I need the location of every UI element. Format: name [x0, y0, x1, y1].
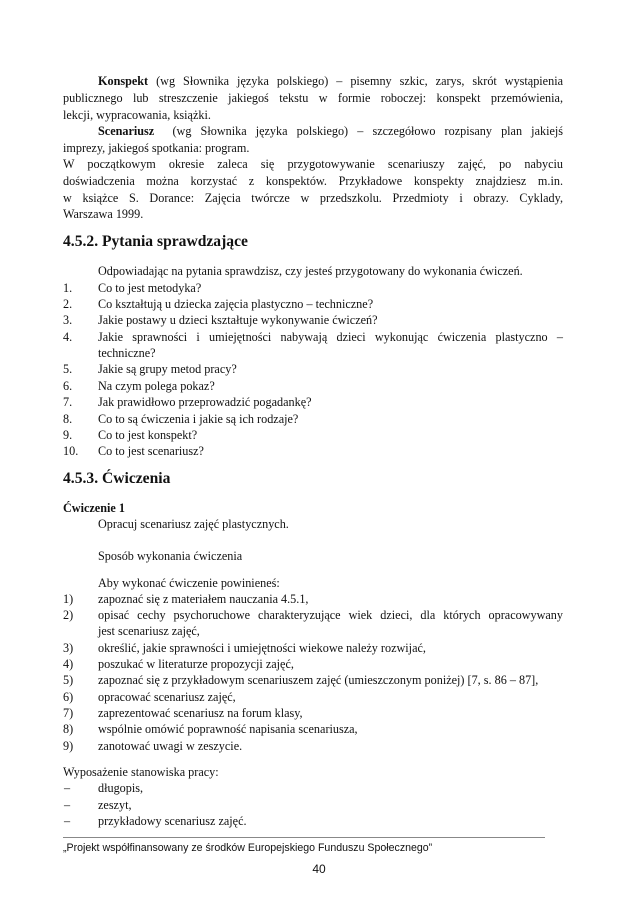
question-number: 10. — [63, 444, 79, 458]
exercise-title: Ćwiczenie 1 — [63, 501, 125, 515]
question-number: 7. — [63, 395, 73, 409]
step-number: 5) — [63, 673, 74, 687]
step-text: wspólnie omówić poprawność napisania scenariusza, — [98, 722, 358, 736]
equipment-text: długopis, — [98, 781, 144, 795]
step-text: opracować scenariusz zajęć, — [98, 690, 236, 704]
advice-line-1: W początkowym okresie zaleca się przygotowywanie scenariuszy zajęć, po nabyciu — [63, 157, 563, 171]
step-text: zaprezentować scenariusz na forum klasy, — [98, 706, 303, 720]
question-text-continuation: techniczne? — [98, 346, 156, 360]
question-text: Co to jest konspekt? — [98, 428, 198, 442]
bullet-dash: – — [64, 798, 71, 812]
method-heading: Sposób wykonania ćwiczenia — [98, 549, 243, 563]
step-text: opisać cechy psychoruchowe charakteryzujące wiek dzieci, dla których opracowywany — [98, 608, 563, 622]
step-number: 7) — [63, 706, 74, 720]
step-number: 6) — [63, 690, 74, 704]
step-number: 1) — [63, 592, 74, 606]
question-number: 8. — [63, 412, 73, 426]
question-number: 3. — [63, 313, 73, 327]
scenariusz-term: Scenariusz — [98, 124, 155, 138]
scenariusz-definition-line-1 — [63, 123, 563, 140]
question-text: Na czym polega pokaz? — [98, 379, 215, 393]
step-text: zapoznać się z przykładowym scenariuszem zajęć (umieszczonym poniżej) [7, s. 86 – 87], — [98, 673, 539, 687]
konspekt-term: Konspekt — [98, 74, 149, 88]
footer-project-note: „Projekt współfinansowany ze środków Europejskiego Funduszu Społecznego” — [63, 842, 433, 854]
section-heading-exercises: 4.5.3. Ćwiczenia — [63, 470, 171, 487]
questions-intro: Odpowiadając na pytania sprawdzisz, czy jesteś przygotowany do wykonania ćwiczeń. — [98, 264, 523, 278]
scenariusz-definition-line-2: imprezy, jakiegoś spotkania: program. — [63, 141, 250, 155]
bullet-dash: – — [64, 781, 71, 795]
step-number: 2) — [63, 608, 74, 622]
question-number: 6. — [63, 379, 73, 393]
step-number: 8) — [63, 722, 74, 736]
question-text: Jakie są grupy metod pracy? — [98, 362, 237, 376]
section-heading-questions: 4.5.2. Pytania sprawdzające — [63, 233, 248, 250]
step-number: 4) — [63, 657, 74, 671]
footer-divider — [63, 837, 545, 838]
step-number: 3) — [63, 641, 74, 655]
konspekt-definition-text: (wg Słownika języka polskiego) – pisemny szkic, zarys, skrót wystąpienia — [148, 74, 563, 88]
scenariusz-definition-text: (wg Słownika języka polskiego) – szczegółowo rozpisany plan jakiejś — [154, 124, 563, 138]
question-number: 5. — [63, 362, 73, 376]
question-number: 2. — [63, 297, 73, 311]
step-text-continuation: jest scenariusz zajęć, — [98, 624, 200, 638]
konspekt-definition-line-1 — [63, 73, 563, 90]
question-number: 1. — [63, 281, 73, 295]
question-number: 4. — [63, 330, 73, 344]
question-text: Co to są ćwiczenia i jakie są ich rodzaje? — [98, 412, 299, 426]
advice-line-3: w książce S. Dorance: Zajęcia twórcze w przedszkolu. Przedmioty i obrazy. Cyklady, — [63, 191, 563, 205]
step-number: 9) — [63, 739, 74, 753]
konspekt-definition-line-3: lekcji, wypracowania, książki. — [63, 108, 211, 122]
step-text: poszukać w literaturze propozycji zajęć, — [98, 657, 294, 671]
question-text: Jak prawidłowo przeprowadzić pogadankę? — [98, 395, 312, 409]
bullet-dash: – — [64, 814, 71, 828]
equipment-heading: Wyposażenie stanowiska pracy: — [63, 765, 219, 779]
equipment-text: przykładowy scenariusz zajęć. — [98, 814, 247, 828]
question-text: Co to jest metodyka? — [98, 281, 202, 295]
question-text: Co kształtują u dziecka zajęcia plastyczno – techniczne? — [98, 297, 374, 311]
question-text: Jakie postawy u dzieci kształtuje wykonywanie ćwiczeń? — [98, 313, 378, 327]
steps-intro: Aby wykonać ćwiczenie powinieneś: — [98, 576, 280, 590]
step-text: określić, jakie sprawności i umiejętności wiekowe należy rozwijać, — [98, 641, 426, 655]
exercise-task: Opracuj scenariusz zajęć plastycznych. — [98, 517, 289, 531]
question-text: Jakie sprawności i umiejętności nabywają dzieci wykonując ćwiczenia plastyczno – — [98, 330, 563, 344]
page-number: 40 — [312, 862, 326, 876]
advice-line-4: Warszawa 1999. — [63, 207, 144, 221]
question-number: 9. — [63, 428, 73, 442]
step-text: zapoznać się z materiałem nauczania 4.5.1, — [98, 592, 309, 606]
question-text: Co to jest scenariusz? — [98, 444, 204, 458]
advice-line-2: doświadczenia można korzystać z konspektów. Przykładowe konspekty znajdziesz m.in. — [63, 174, 563, 188]
konspekt-definition-line-2: publicznego lub streszczenie jakiegoś tekstu w formie roboczej: konspekt przemówienia, — [63, 91, 563, 105]
step-text: zanotować uwagi w zeszycie. — [98, 739, 243, 753]
equipment-text: zeszyt, — [98, 798, 132, 812]
